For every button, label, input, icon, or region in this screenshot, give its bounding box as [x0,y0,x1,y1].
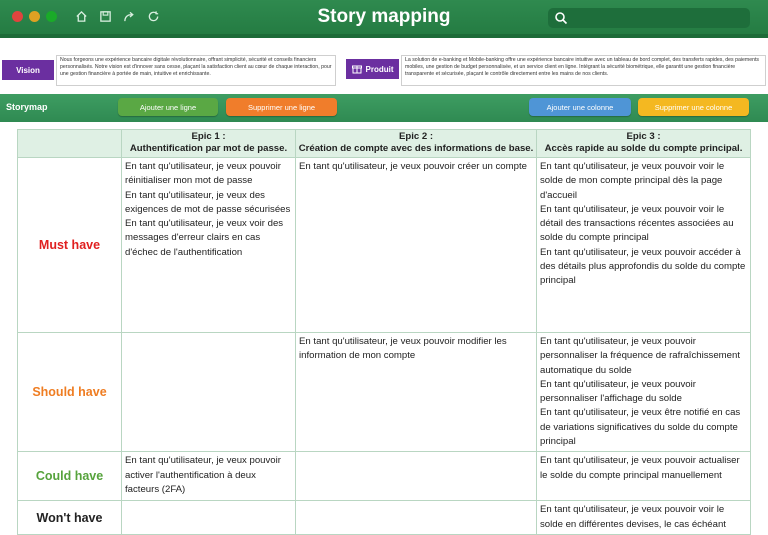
app-title: Story mapping [317,6,451,27]
epic-title: Epic 2 : [398,131,434,142]
storymap-toolbar [0,94,768,122]
story-cell[interactable] [537,452,751,501]
priority-row [18,452,751,501]
priority-label: Must have [18,158,122,333]
priority-label: Should have [18,333,122,452]
corner-cell [18,130,122,158]
story-cell[interactable] [296,452,537,501]
user-story[interactable]: En tant qu'utilisateur, je veux voir des messages d'erreur clairs en cas d'échec de l'authentification [125,218,284,258]
user-story[interactable]: En tant qu'utilisateur, je veux des exigences de mot de passe sécurisées [125,189,291,215]
add-column-button[interactable]: Ajouter une colonne [529,98,631,116]
user-story[interactable]: En tant qu'utilisateur, je veux pouvoir voir le détail des transactions récentes associées au solde du compte principal [540,203,734,244]
search-icon [554,11,568,25]
epic-subtitle: Création de compte avec des informations de base. [298,143,534,154]
epic-subtitle: Authentification par mot de passe. [129,143,288,154]
title-bar-strip [0,34,768,38]
vision-label [2,60,54,80]
epic-title: Epic 1 : [191,131,226,142]
user-story[interactable]: En tant qu'utilisateur, je veux pouvoir voir le solde de mon compte principal dès la page d'accueil [540,161,725,201]
priority-label: Won't have [18,501,122,535]
epic-subtitle: Accès rapide au solde du compte principal. [544,143,743,154]
product-icon [352,64,362,74]
story-cell[interactable] [122,333,296,452]
priority-row [18,501,751,535]
user-story[interactable]: En tant qu'utilisateur, je veux pouvoir modifier les information de mon compte [299,336,507,362]
priority-row [18,158,751,333]
product-label-text: Produit [365,64,394,74]
add-row-button[interactable]: Ajouter une ligne [118,98,218,116]
user-story[interactable]: En tant qu'utilisateur, je veux pouvoir actualiser le solde du compte principal manuellement [540,455,740,481]
vision-text: Nous forgeons une expérience bancaire digitale révolutionnaire, offrant simplicité, sécurité et conseils financiers personnalisés. Notre vision est d'innover sans cesse, plaçant la satisfaction client au cœur de chaque interaction, pour une gestion financière à portée de main, intuitive et enrichissante. [56,55,336,86]
story-cell[interactable] [122,158,296,333]
epic-header[interactable] [296,130,537,158]
vision-label-text: Vision [16,65,40,75]
user-story[interactable]: En tant qu'utilisateur, je veux pouvoir voir le solde en différentes devises, le cas échéant [540,504,726,530]
priority-row [18,333,751,452]
user-story[interactable]: En tant qu'utilisateur, je veux pouvoir activer l'authentification à deux facteurs (2FA) [125,455,281,495]
story-map-table [17,129,751,535]
user-story[interactable]: En tant qu'utilisateur, je veux pouvoir accéder à des détails plus approfondis du solde du compte principal [540,246,746,287]
priority-label: Could have [18,452,122,501]
epic-header[interactable] [122,130,296,158]
user-story[interactable]: En tant qu'utilisateur, je veux être notifié en cas de variations significatives du solde du compte principal [540,407,741,448]
story-cell[interactable] [537,501,751,535]
delete-column-button[interactable]: Supprimer une colonne [638,98,749,116]
story-cell[interactable] [296,333,537,452]
story-cell[interactable] [296,158,537,333]
story-cell[interactable] [537,333,751,452]
story-cell[interactable] [122,501,296,535]
epic-header-row [18,130,751,158]
delete-row-button[interactable]: Supprimer une ligne [226,98,337,116]
storymap-label: Storymap [6,102,48,112]
user-story[interactable]: En tant qu'utilisateur, je veux pouvoir réinitialiser mon mot de passe [125,161,281,187]
product-text: La solution de e-banking et Mobile-banking offre une expérience bancaire intuitive avec un tableau de bord complet, des transferts rapides, des paiements mobiles, une gestion de budget personnalisée, et un service client en ligne. Intégrant la sécurité biométrique, elle garantit une gestion financière transparente et sécurisée, plaçant le contrôle directement entre les mains de nos clients. [401,55,766,86]
story-cell[interactable] [122,452,296,501]
user-story[interactable]: En tant qu'utilisateur, je veux pouvoir personnaliser l'affichage du solde [540,378,696,405]
title-bar [0,0,768,38]
epic-header[interactable] [537,130,751,158]
search-input[interactable] [548,8,750,28]
story-cell[interactable] [537,158,751,333]
user-story[interactable]: En tant qu'utilisateur, je veux pouvoir personnaliser la fréquence de rafraîchissement automatique du solde [540,336,740,376]
product-label [346,59,399,79]
story-cell[interactable] [296,501,537,535]
user-story[interactable]: En tant qu'utilisateur, je veux pouvoir créer un compte [299,161,527,172]
epic-title: Epic 3 : [626,131,661,142]
